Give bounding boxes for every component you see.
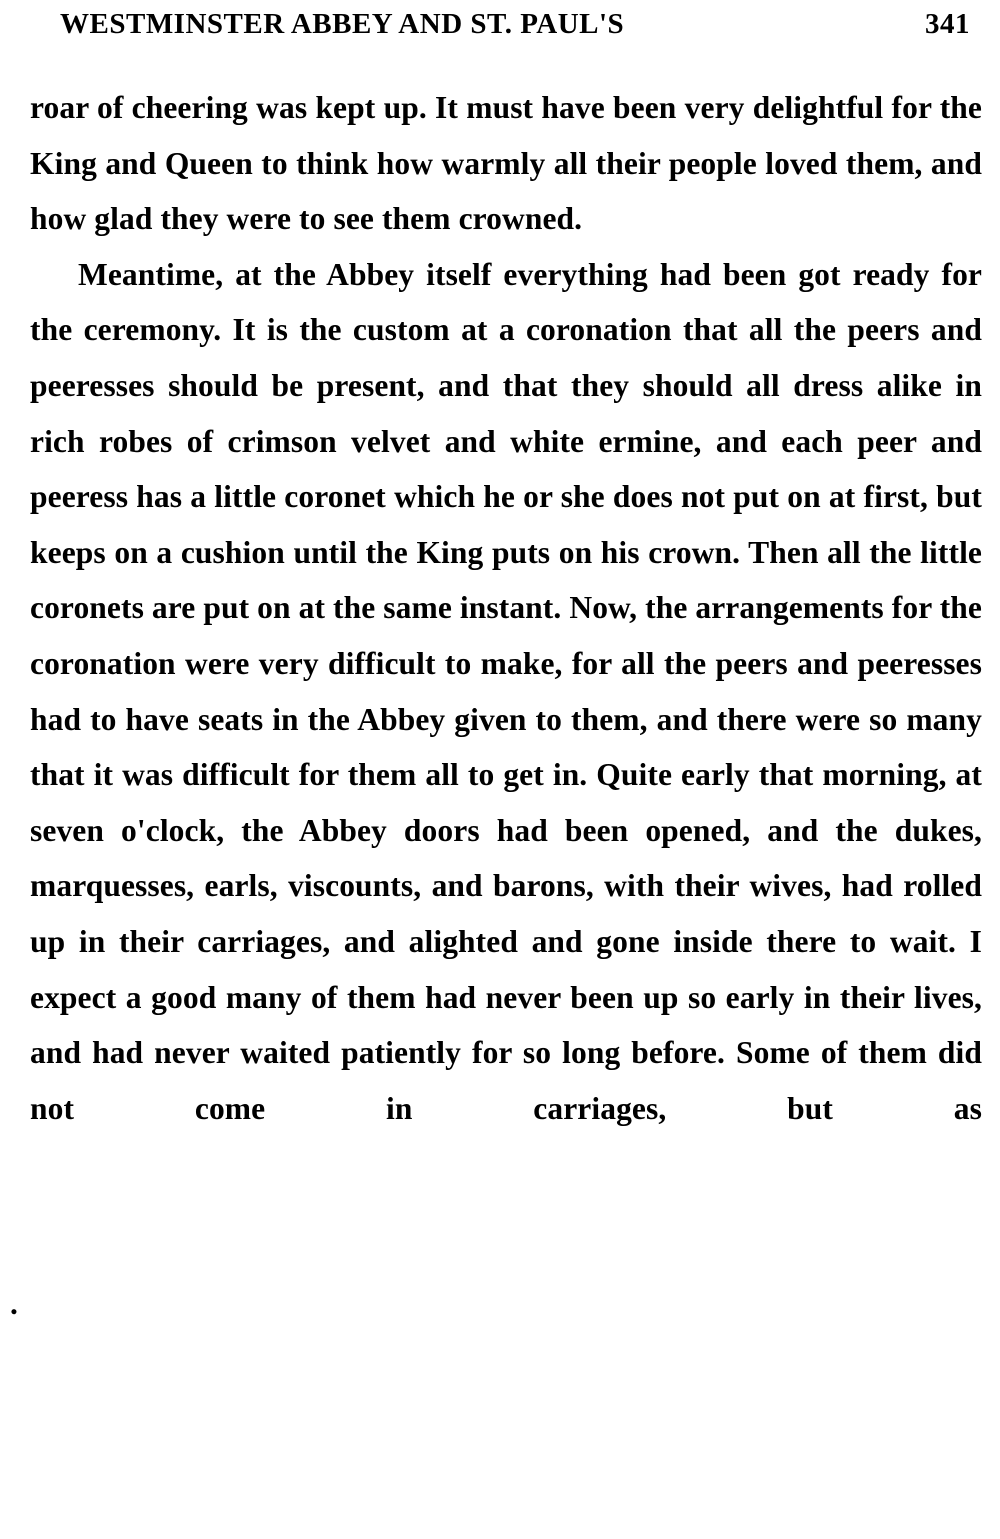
page-body (30, 80, 982, 1136)
running-head-title: WESTMINSTER ABBEY AND ST. PAUL'S (60, 8, 625, 40)
page-number: 341 (925, 8, 970, 40)
paragraph-2: Meantime, at the Abbey itself everything had been got ready for the ceremony. It is the custom at a coronation that all the peers and peeresses should be present, and that they should all dress alike in rich robes of crimson velvet and white ermine, and each peer and peeress has a little coronet which he or she does not put on at first, but keeps on a cushion until the King puts on his crown. Then all the little coronets are put on at the same instant. Now, the arrangements for the coronation were very difficult to make, for all the peers and peeresses had to have seats in the Abbey given to them, and there were so many that it was difficult for them all to get in. Quite early that morning, at seven o'clock, the Abbey doors had been opened, and the dukes, marquesses, earls, viscounts, and barons, with their wives, had rolled up in their carriages, and alighted and gone inside there to wait. I expect a good many of them had never been up so early in their lives, and had never waited patiently for so long before. Some of them did not come in carriages, but as (30, 256, 982, 1126)
running-head (60, 8, 970, 41)
margin-mark: . (10, 1286, 18, 1321)
paragraph-1: roar of cheering was kept up. It must have been very delightful for the King and Queen to think how warmly all their people loved them, and how glad they were to see them crowned. (30, 90, 982, 237)
